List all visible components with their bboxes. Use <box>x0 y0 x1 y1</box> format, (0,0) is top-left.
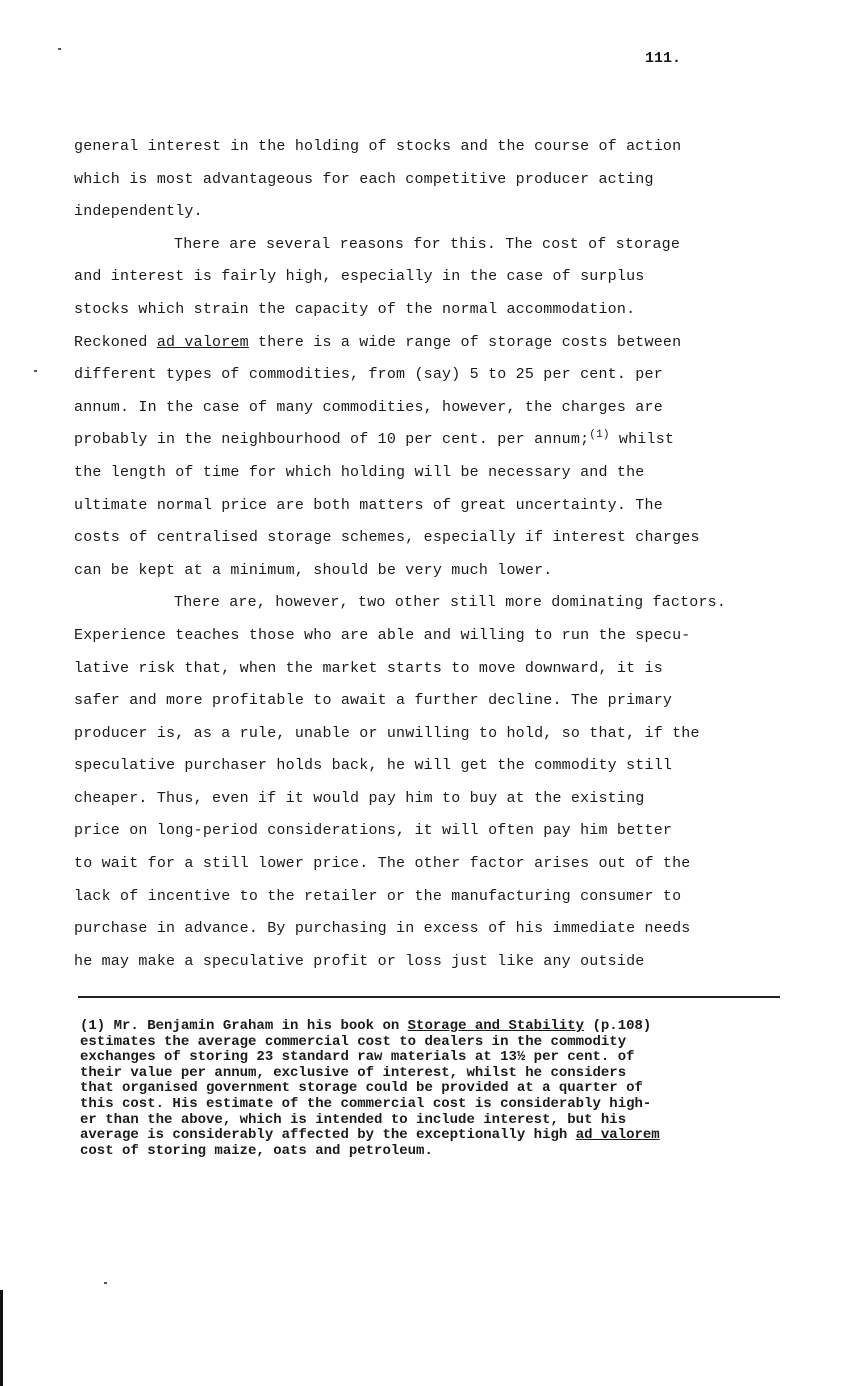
paragraph-start: There are several reasons for this. The cost of storage <box>174 235 681 253</box>
paragraph-start: There are, however, two other still more dominating factors. <box>174 594 727 612</box>
text-line: general interest in the holding of stocks and the course of action <box>74 138 682 155</box>
text-line: can be kept at a minimum, should be very much lower. <box>74 561 553 579</box>
text-segment: probably in the neighbourhood of 10 per cent. per annum; <box>74 431 590 449</box>
text-line <box>74 424 804 457</box>
text-line: different types of commodities, from (say) 5 to 25 per cent. per <box>74 366 663 384</box>
text-segment: (p.108) <box>584 1018 652 1034</box>
footnote-line: their value per annum, exclusive of interest, whilst he considers <box>80 1064 627 1081</box>
text-segment: average is considerably affected by the exceptionally high <box>80 1127 576 1144</box>
page-number: 111. <box>645 50 682 67</box>
text-line: lack of incentive to the retailer or the manufacturing consumer to <box>74 887 682 905</box>
text-line: cheaper. Thus, even if it would pay him to buy at the existing <box>74 789 645 807</box>
underlined-term: ad valorem <box>575 1127 660 1144</box>
scan-speck <box>34 370 37 372</box>
text-line: lative risk that, when the market starts to move downward, it is <box>74 659 663 677</box>
text-line <box>74 327 804 360</box>
footnote-line: exchanges of storing 23 standard raw materials at 13½ per cent. of <box>80 1049 635 1066</box>
book-title: Storage and Stability <box>407 1018 585 1034</box>
footnote <box>80 1019 800 1159</box>
footnote-line <box>80 1019 800 1035</box>
body-text <box>74 131 804 978</box>
text-line: ultimate normal price are both matters of great uncertainty. The <box>74 496 663 514</box>
footnote-line: er than the above, which is intended to include interest, but his <box>80 1111 627 1128</box>
text-line: Experience teaches those who are able and willing to run the specu- <box>74 626 691 644</box>
text-line: speculative purchaser holds back, he will get the commodity still <box>74 757 673 775</box>
footnote-divider <box>78 996 780 998</box>
text-segment: Reckoned <box>74 333 157 351</box>
scan-speck <box>104 1282 107 1284</box>
text-segment: (1) Mr. Benjamin Graham in his book on <box>80 1018 408 1034</box>
text-line: annum. In the case of many commodities, however, the charges are <box>74 398 663 416</box>
scan-speck <box>58 48 61 50</box>
text-line: producer is, as a rule, unable or unwilling to hold, so that, if the <box>74 724 700 742</box>
text-line: the length of time for which holding will be necessary and the <box>74 463 645 481</box>
text-line: he may make a speculative profit or loss just like any outside <box>74 952 645 970</box>
footnote-marker: (1) <box>589 429 610 442</box>
text-line: which is most advantageous for each competitive producer acting <box>74 170 654 188</box>
scan-margin-bar <box>0 1290 3 1386</box>
text-line: stocks which strain the capacity of the normal accommodation. <box>74 300 636 318</box>
underlined-term: ad valorem <box>156 333 249 351</box>
footnote-line: that organised government storage could be provided at a quarter of <box>80 1080 643 1097</box>
footnote-line: this cost. His estimate of the commercial cost is considerably high- <box>80 1095 652 1112</box>
text-segment: whilst <box>609 431 675 449</box>
text-line: costs of centralised storage schemes, especially if interest charges <box>74 529 700 547</box>
text-line: price on long-period considerations, it will often pay him better <box>74 822 673 840</box>
text-line: independently. <box>74 203 203 221</box>
footnote-line: cost of storing maize, oats and petroleum. <box>80 1142 433 1159</box>
text-line: and interest is fairly high, especially in the case of surplus <box>74 268 645 286</box>
text-line: safer and more profitable to await a further decline. The primary <box>74 692 673 710</box>
text-line: to wait for a still lower price. The other factor arises out of the <box>74 855 691 873</box>
footnote-line: estimates the average commercial cost to dealers in the commodity <box>80 1033 627 1050</box>
text-line: purchase in advance. By purchasing in excess of his immediate needs <box>74 920 691 938</box>
text-segment: there is a wide range of storage costs between <box>248 333 682 351</box>
footnote-line <box>80 1128 800 1144</box>
